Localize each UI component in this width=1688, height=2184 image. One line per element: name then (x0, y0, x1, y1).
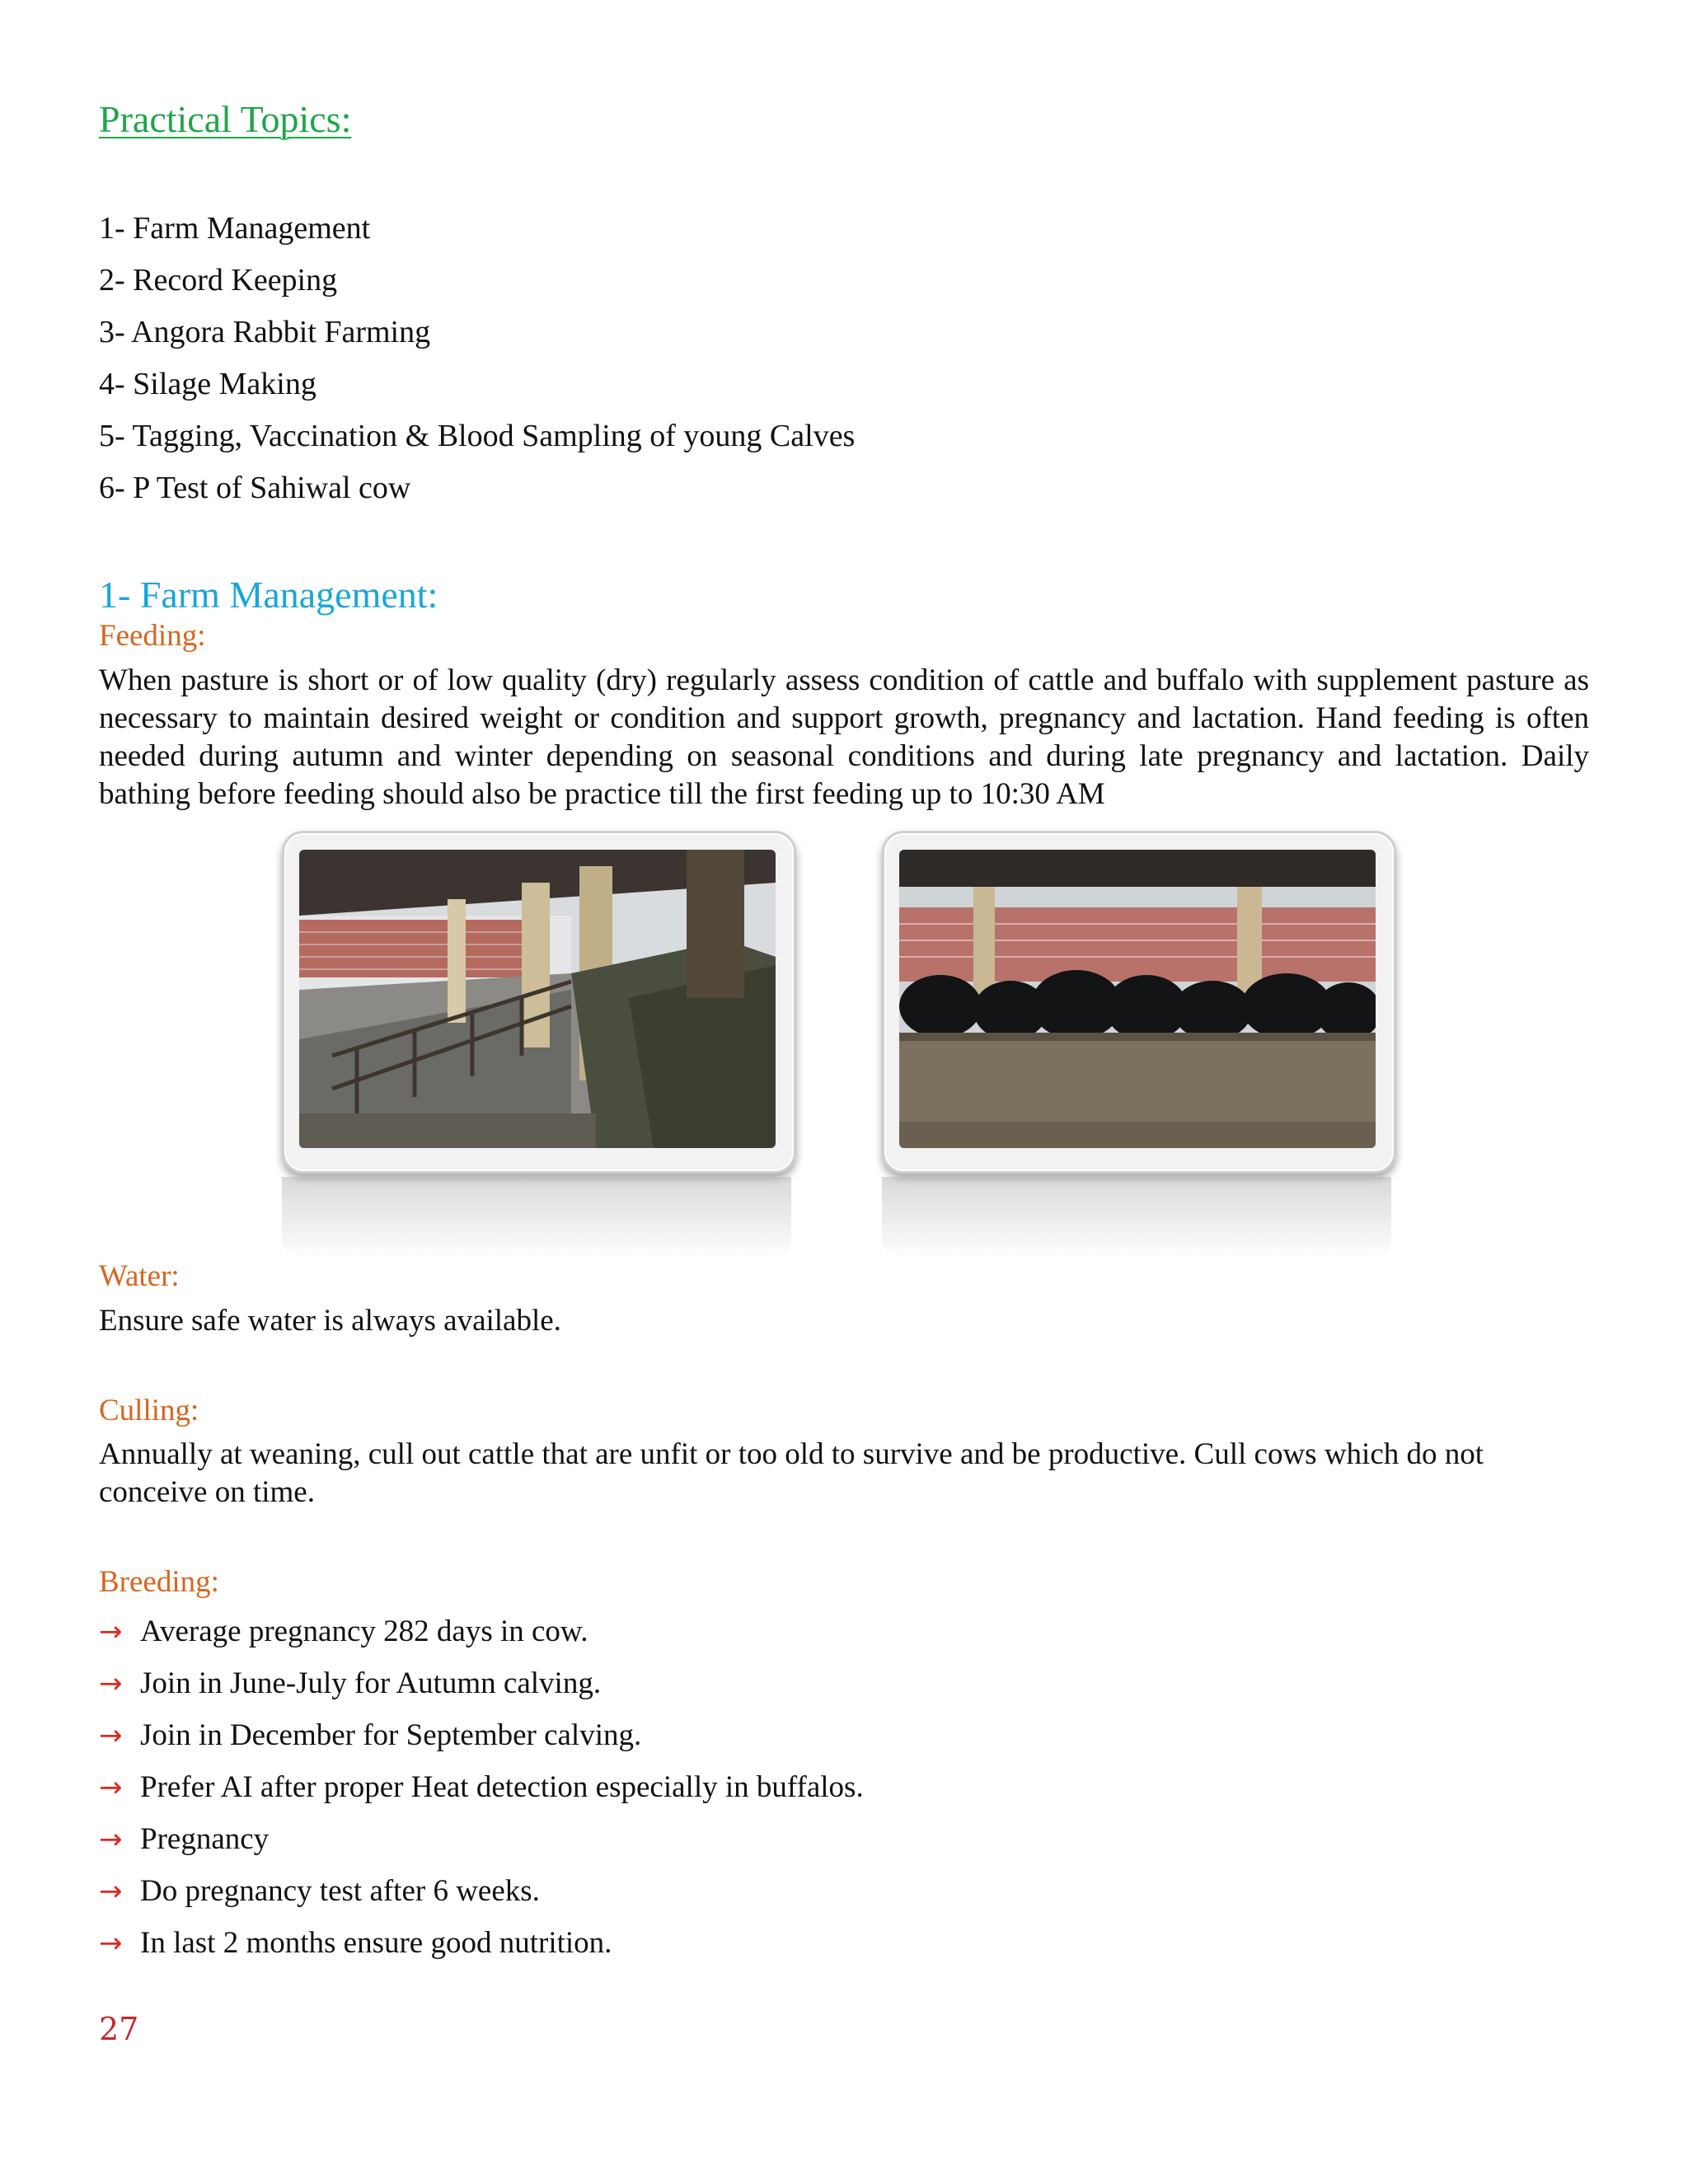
list-item (99, 1813, 864, 1865)
list-item (99, 1917, 864, 1969)
breeding-item-text: Join in December for September calving. (140, 1718, 642, 1752)
water-paragraph: Ensure safe water is always available. (99, 1304, 561, 1338)
arrow-right-icon: → (99, 1926, 123, 1960)
barn-photo-frame-right (882, 831, 1396, 1174)
arrow-right-icon: → (99, 1770, 123, 1804)
list-item (99, 1605, 864, 1657)
list-item (99, 1865, 864, 1917)
breeding-item-text: Pregnancy (140, 1821, 270, 1856)
arrow-right-icon: → (99, 1615, 123, 1648)
list-item: 3- Angora Rabbit Farming (99, 315, 431, 349)
feeding-paragraph: When pasture is short or of low quality (dry) regularly assess condition of cattle and buffalo with supplement pasture as necessary to maintain desired weight or condition and support growth, pregnancy and lactation. Hand feeding is often needed during autumn and winter depending on seasonal conditions and during late pregnancy and lactation. Daily bathing before feeding should also be practice till the first feeding up to 10:30 AM (99, 663, 1589, 811)
barn-photo-frame-left (282, 831, 796, 1174)
breeding-item-text: Prefer AI after proper Heat detection especially in buffalos. (140, 1769, 864, 1804)
water-label: Water: (99, 1259, 180, 1293)
culling-label: Culling: (99, 1394, 199, 1427)
buffalo-shed-photo (899, 850, 1376, 1148)
arrow-right-icon: → (99, 1718, 123, 1752)
arrow-right-icon: → (99, 1874, 123, 1908)
list-item: 2- Record Keeping (99, 263, 338, 298)
photo-reflection (282, 1177, 791, 1259)
barn-trough-photo (299, 850, 776, 1148)
feeding-label: Feeding: (99, 619, 206, 653)
breeding-label: Breeding: (99, 1565, 219, 1599)
breeding-item-text: In last 2 months ensure good nutrition. (140, 1925, 612, 1960)
photo-reflection (882, 1177, 1391, 1259)
list-item: 1- Farm Management (99, 211, 371, 246)
practical-topics-list (99, 208, 855, 519)
list-item (99, 1657, 864, 1709)
breeding-list (99, 1605, 864, 1969)
practical-topics-heading: Practical Topics: (99, 98, 352, 140)
list-item (99, 1709, 864, 1761)
list-item: 4- Silage Making (99, 367, 316, 401)
culling-paragraph: Annually at weaning, cull out cattle that are unfit or too old to survive and be productive. Cull cows which do not conceive on time. (99, 1437, 1484, 1509)
breeding-item-text: Do pregnancy test after 6 weeks. (140, 1873, 540, 1908)
arrow-right-icon: → (99, 1666, 123, 1700)
list-item (99, 1761, 864, 1813)
list-item: 6- P Test of Sahiwal cow (99, 471, 411, 505)
list-item: 5- Tagging, Vaccination & Blood Sampling of young Calves (99, 419, 856, 453)
page-number: 27 (99, 2011, 139, 2047)
farm-management-heading: 1- Farm Management: (99, 574, 438, 616)
arrow-right-icon: → (99, 1822, 123, 1856)
breeding-item-text: Average pregnancy 282 days in cow. (140, 1614, 588, 1648)
breeding-item-text: Join in June-July for Autumn calving. (140, 1666, 602, 1700)
